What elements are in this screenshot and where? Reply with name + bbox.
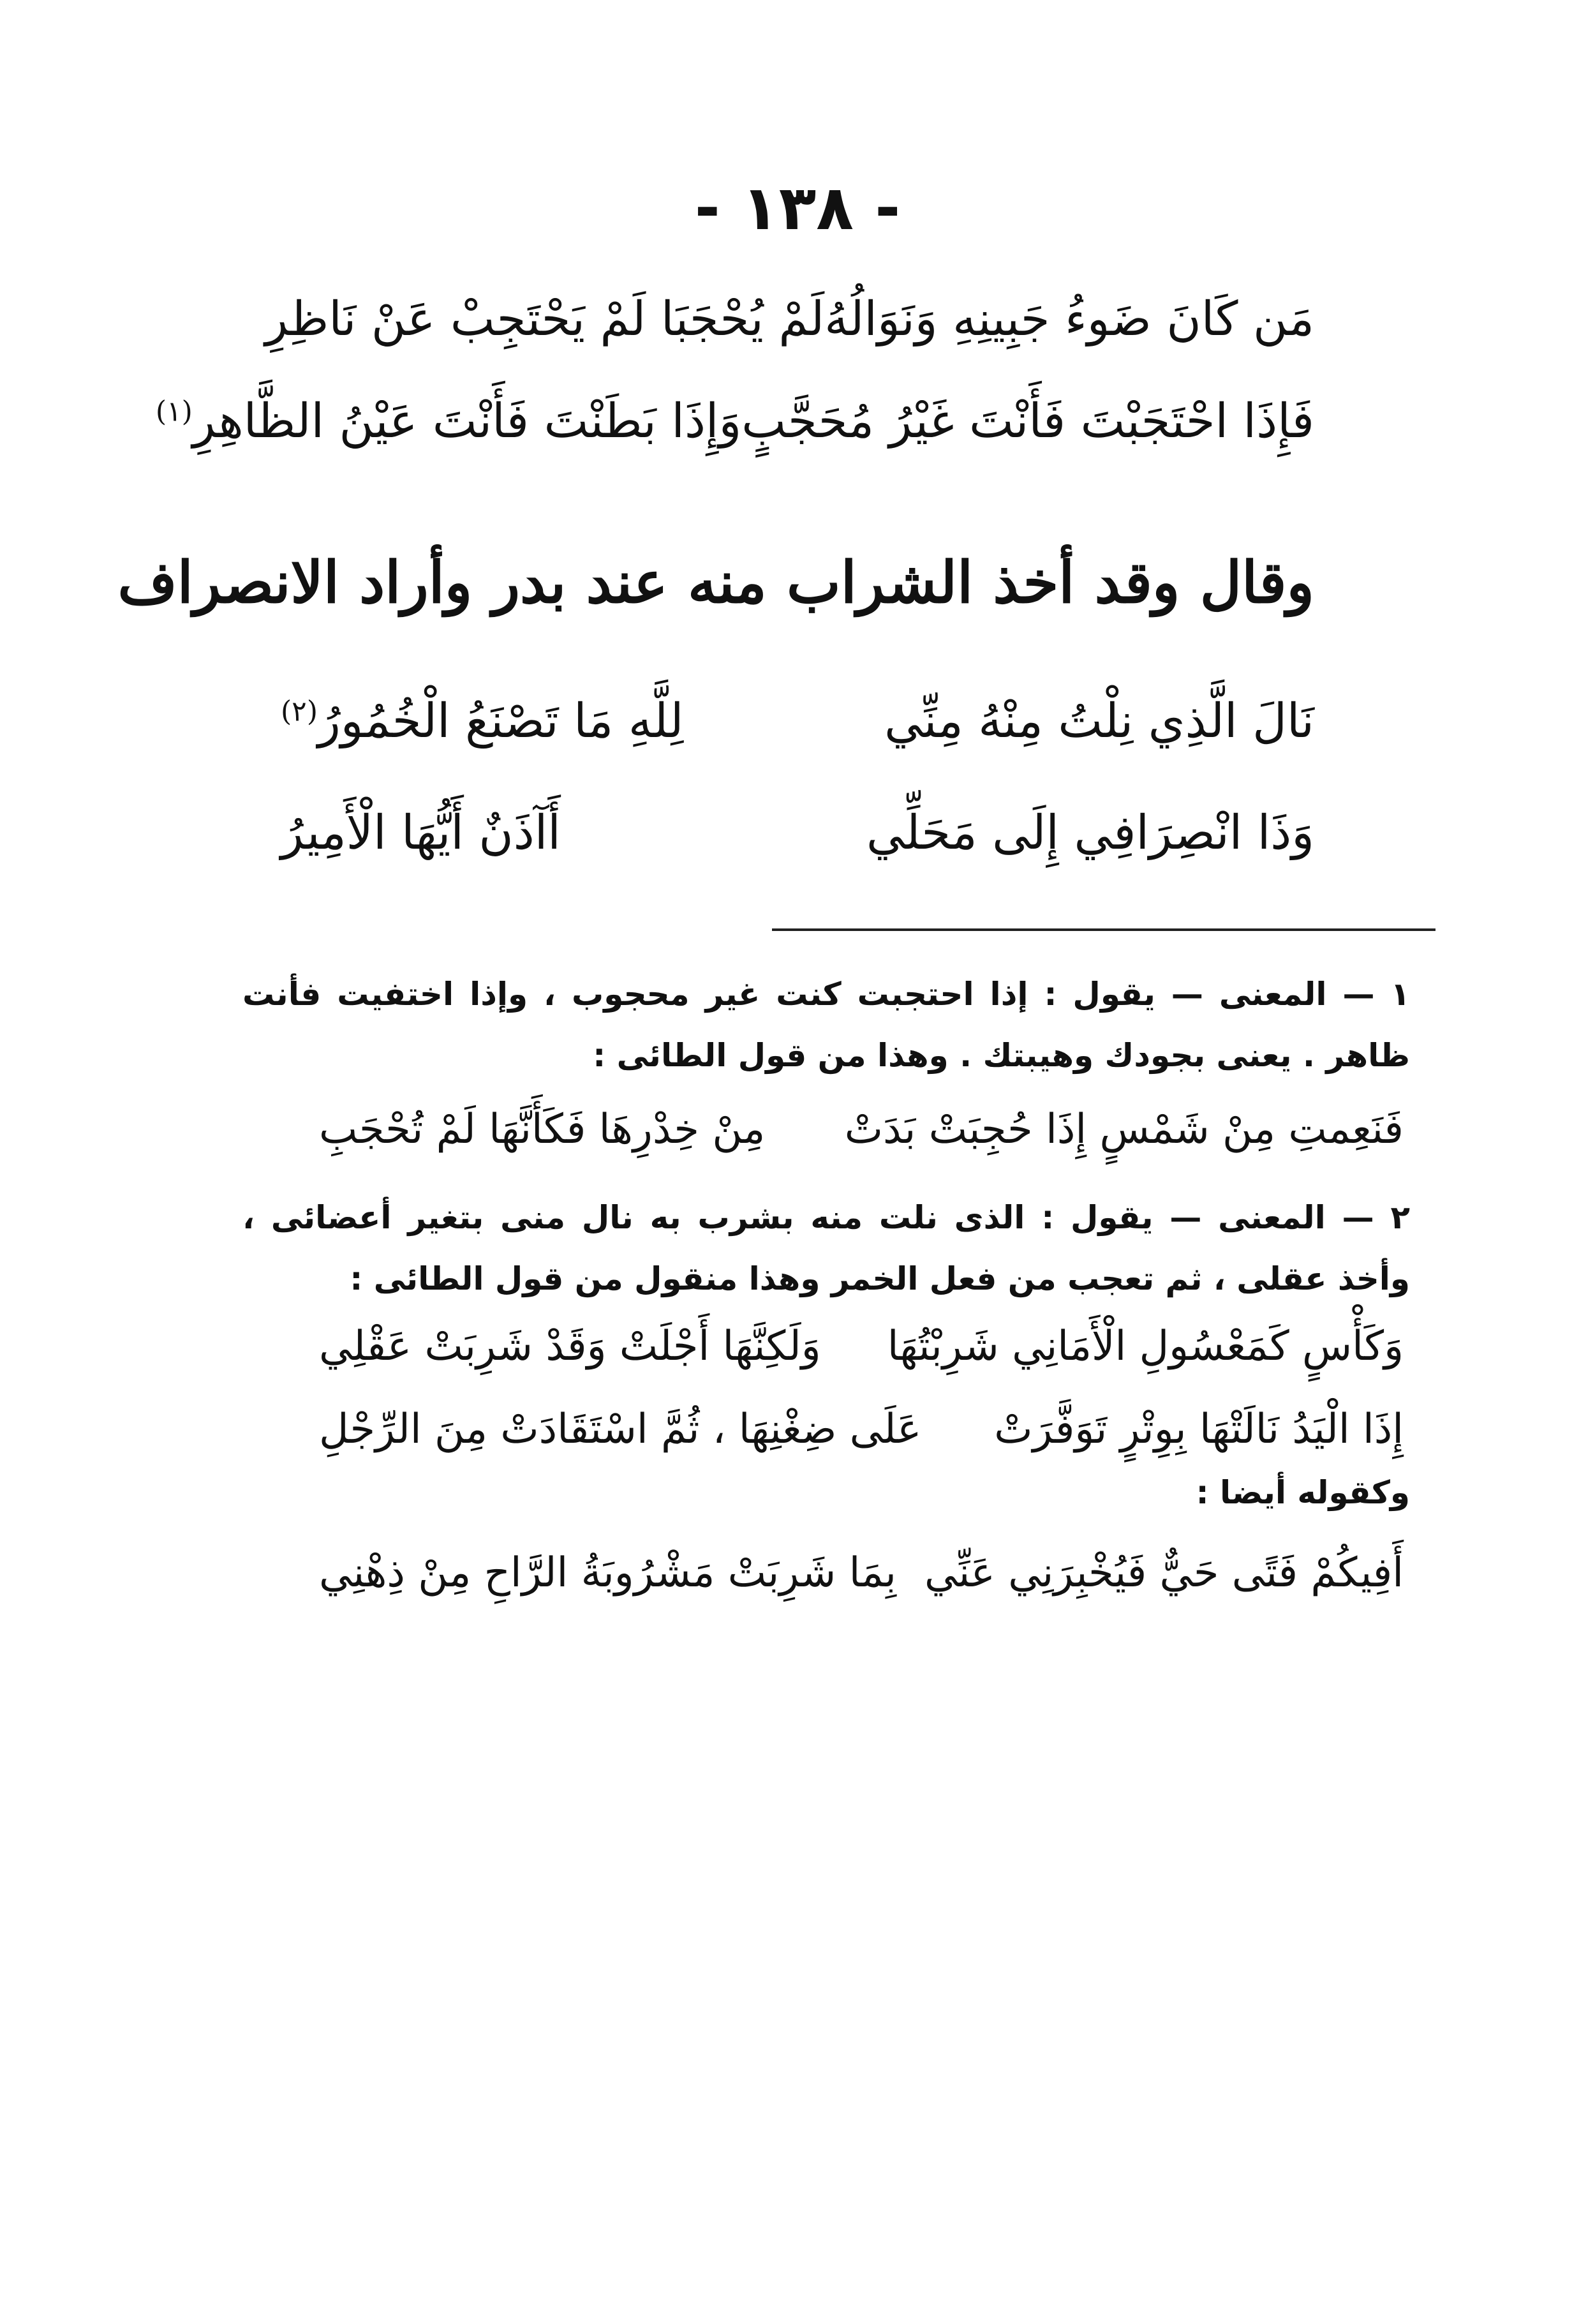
verse-second-hemistich	[156, 394, 741, 449]
verse-first-hemistich: وَذَا انْصِرَافِي إِلَى مَحَلِّي	[866, 805, 1314, 860]
verse-first-hemistich: أَفِيكُمْ فَتًى حَيٌّ فَيُخْبِرَنِي عَنِّي	[924, 1549, 1404, 1597]
verse-second-hemistich	[281, 805, 561, 860]
verse-second-text: أَآذَنٌ أَيُّهَا الْأَمِيرُ	[281, 805, 561, 860]
verse-first-hemistich: نَالَ الَّذِي نِلْتُ مِنْهُ مِنِّي	[884, 694, 1314, 749]
footnote-2-continuation: وكقوله أيضا :	[1196, 1474, 1410, 1511]
verse-first-hemistich: وَكَأْسٍ كَمَعْسُولِ الْأَمَانِي شَرِبْتُهَا	[887, 1323, 1404, 1370]
verse-second-hemistich	[265, 292, 825, 346]
footnote-2-verse	[319, 1311, 1404, 1382]
verse-second-hemistich: وَلَكِنَّهَا أَجْلَتْ وَقَدْ شَرِبَتْ عَقْلِي	[319, 1323, 821, 1370]
poem-verse	[281, 794, 1314, 871]
verse-second-hemistich: بِمَا شَرِبَتْ مَشْرُوبَةُ الرَّاحِ مِنْ ذِهْنِي	[319, 1549, 896, 1597]
page-number: - ١٣٨ -	[694, 172, 901, 244]
verse-second-text: وَإِذَا بَطَنْتَ فَأَنْتَ عَيْنُ الظَّاهِرِ	[192, 394, 742, 449]
verse-second-text: لَمْ يُحْجَبَا لَمْ يَحْتَجِبْ عَنْ نَاظِرِ	[265, 292, 825, 346]
poem-verse	[155, 383, 1314, 459]
poem-verse	[265, 281, 1314, 357]
verse-second-hemistich: عَلَى ضِغْنِهَا ، ثُمَّ اسْتَقَادَتْ مِنَ الرِّجْلِ	[319, 1406, 922, 1453]
poem-verse	[281, 683, 1314, 759]
verse-second-hemistich: مِنْ خِدْرِهَا فَكَأَنَّهَا لَمْ تُحْجَبِ	[319, 1106, 766, 1153]
verse-second-text: لِلَّهِ مَا تَصْنَعُ الْخُمُورُ	[317, 694, 684, 749]
footnote-2: ٢ — المعنى — يقول : الذى نلت منه بشرب به نال منى بتغير أعضائى ، وأخذ عقلى ، ثم تعجب من فعل الخمر وهذا منقول من قول الطائى :	[242, 1199, 1410, 1297]
verse-second-hemistich	[281, 694, 684, 749]
section-heading: وقال وقد أخذ الشراب منه عند بدر وأراد الانصراف	[117, 549, 1314, 616]
footnote-ref: (٢)	[281, 695, 318, 728]
footnote-1: ١ — المعنى — يقول : إذا احتجبت كنت غير محجوب ، وإذا اختفيت فأنت ظاهر . يعنى بجودك وهيبتك . وهذا من قول الطائى :	[242, 976, 1410, 1074]
verse-first-hemistich: إِذَا الْيَدُ نَالَتْهَا بِوِتْرٍ تَوَفَّرَتْ	[994, 1406, 1404, 1453]
footnote-2-verse	[319, 1394, 1404, 1464]
footnote-ref: (١)	[155, 395, 193, 428]
verse-first-hemistich: مَن كَانَ ضَوءُ جَبِينِهِ وَنَوَالُهُ	[824, 292, 1314, 346]
verse-first-hemistich: فَنَعِمتِ مِنْ شَمْسٍ إِذَا حُجِبَتْ بَدَتْ	[844, 1106, 1404, 1153]
verse-first-hemistich: فَإِذَا احْتَجَبْتَ فَأَنْتَ غَيْرُ مُحَجَّبٍ	[741, 394, 1314, 449]
footnote-divider	[772, 928, 1436, 931]
footnote-2-last-verse	[319, 1538, 1404, 1608]
footnote-1-verse	[319, 1094, 1404, 1165]
